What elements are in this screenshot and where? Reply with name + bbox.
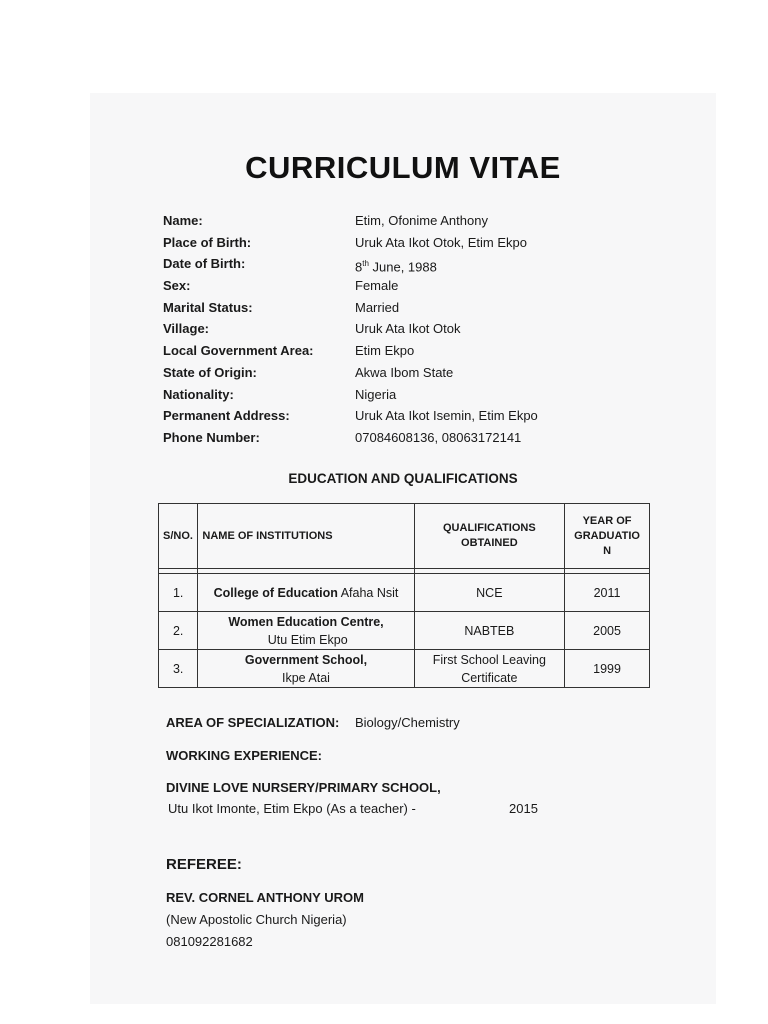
info-label: Date of Birth:	[163, 256, 246, 272]
cell-sno: 1.	[159, 574, 198, 612]
info-label: State of Origin:	[163, 364, 257, 380]
header-year-line: N	[603, 544, 612, 557]
cell-institution	[198, 612, 414, 650]
cv-document	[90, 93, 716, 1004]
referee-heading: REFEREE:	[166, 856, 242, 873]
table-row	[159, 612, 650, 650]
experience-label-text: WORKING EXPERIENCE:	[166, 748, 323, 763]
info-value: Uruk Ata Ikot Otok, Etim Ekpo	[355, 234, 527, 250]
specialization-label	[166, 715, 339, 730]
employer-name: DIVINE LOVE NURSERY/PRIMARY SCHOOL,	[166, 780, 441, 795]
cell-year: 2005	[565, 612, 650, 650]
cell-institution	[198, 650, 414, 688]
info-value: Etim, Ofonime Anthony	[355, 213, 488, 228]
header-qual-line: QUALIFICATIONS	[443, 522, 536, 534]
info-label: Place of Birth:	[163, 234, 252, 250]
cell-year: 2011	[565, 574, 650, 612]
cell-year: 1999	[565, 650, 650, 688]
info-label: Marital Status:	[163, 299, 253, 315]
table-header-row	[159, 504, 650, 569]
experience-detail: Utu Ikot Imonte, Etim Ekpo (As a teacher) -	[168, 801, 416, 816]
info-value: Married	[355, 299, 400, 315]
header-year-line: YEAR OF	[582, 514, 632, 527]
dob-rest: June, 1988	[368, 259, 437, 275]
cell-sno: 3.	[159, 650, 198, 688]
info-value: Uruk Ata Ikot Isemin, Etim Ekpo	[355, 408, 538, 424]
header-sno: S/NO.	[159, 504, 198, 569]
info-value: Female	[355, 278, 399, 294]
table-row	[159, 574, 650, 612]
experience-employer	[166, 780, 441, 795]
header-year-line: GRADUATIO	[574, 529, 640, 542]
experience-year: 2015	[509, 801, 538, 816]
cell-qualification: First School Leaving Certificate	[414, 650, 565, 688]
info-value: Uruk Ata Ikot Otok	[355, 321, 461, 337]
specialization-value: Biology/Chemistry	[355, 715, 460, 730]
referee-name	[166, 890, 364, 905]
cell-institution	[198, 574, 414, 612]
cell-qualification: NCE	[414, 574, 565, 612]
document-title: CURRICULUM VITAE	[245, 150, 561, 185]
dob-suffix: th	[362, 259, 369, 269]
cell-sno: 2.	[159, 612, 198, 650]
info-value: Nigeria	[355, 386, 397, 402]
cell-qualification: NABTEB	[414, 612, 565, 650]
referee-organization: (New Apostolic Church Nigeria)	[166, 912, 347, 927]
experience-label	[166, 748, 322, 763]
info-label: Nationality:	[163, 386, 234, 402]
institution-name: Government School,	[244, 652, 368, 667]
education-heading: EDUCATION AND QUALIFICATIONS	[288, 471, 518, 486]
header-institution: NAME OF INSTITUTIONS	[198, 504, 414, 569]
table-row	[159, 650, 650, 688]
info-label: Phone Number:	[163, 429, 260, 445]
referee-phone: 081092281682	[166, 934, 253, 949]
institution-name: College of Education	[213, 585, 338, 600]
dob-day: 8	[355, 259, 363, 275]
education-table	[158, 503, 650, 688]
info-label: Local Government Area:	[163, 343, 314, 359]
info-value: Etim Ekpo	[355, 343, 415, 359]
header-qual-line: OBTAINED	[461, 537, 518, 549]
header-year	[565, 504, 650, 569]
info-label: Permanent Address:	[163, 408, 290, 424]
info-label: Village:	[163, 321, 210, 337]
info-label: Sex:	[163, 278, 191, 294]
specialization-label-text: AREA OF SPECIALIZATION:	[166, 715, 340, 730]
info-value: Akwa Ibom State	[355, 364, 454, 380]
referee-name-text: REV. CORNEL ANTHONY UROM	[166, 890, 364, 905]
institution-location: Ikpe Atai	[282, 670, 330, 685]
header-qualifications	[414, 504, 565, 569]
institution-name: Women Education Centre,	[228, 614, 384, 629]
institution-location: Afaha Nsit	[337, 585, 399, 600]
info-value: 07084608136, 08063172141	[355, 429, 522, 445]
info-label: Name:	[163, 213, 203, 228]
institution-location: Utu Etim Ekpo	[264, 632, 348, 647]
